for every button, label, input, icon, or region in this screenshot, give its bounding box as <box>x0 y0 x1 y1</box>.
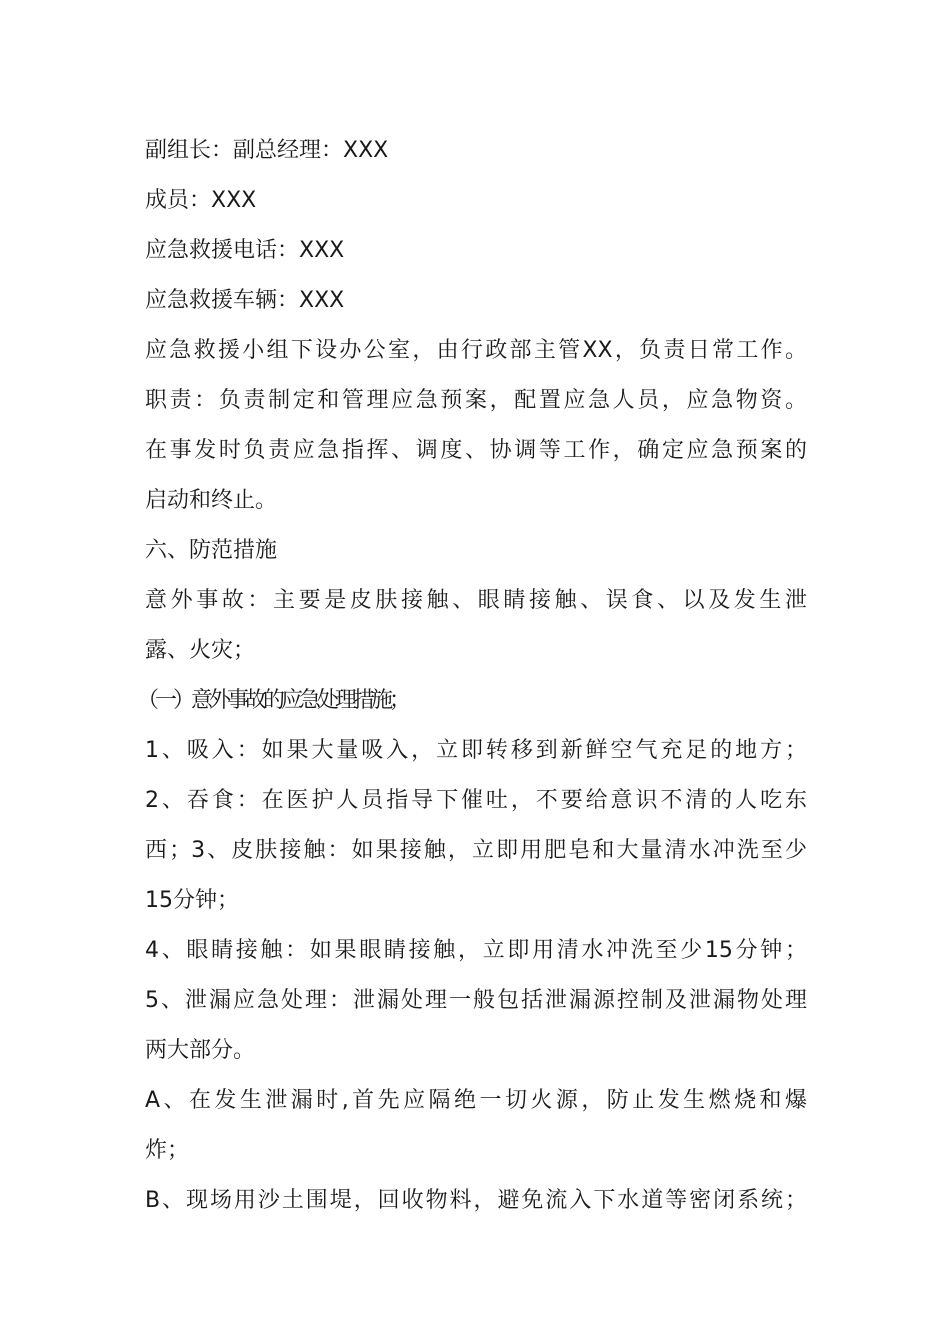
text-line-accidents: 意外事故：主要是皮肤接触、眼睛接触、误食、以及发生泄 <box>145 588 807 613</box>
list-item-skin-contact: 西；3、皮肤接触：如果接触，立即用肥皂和大量清水冲洗至少 <box>145 838 807 863</box>
text-line-accidents-end: 露、火灾； <box>145 638 256 663</box>
list-item-inhalation: 1、吸入：如果大量吸入，立即转移到新鲜空气充足的地方； <box>145 738 807 763</box>
text-line-rescue-phone: 应急救援电话：XXX <box>145 238 345 263</box>
list-item-leak-b: B、现场用沙土围堤，回收物料，避免流入下水道等密闭系统； <box>145 1188 807 1213</box>
list-item-leak-handling-end: 两大部分。 <box>145 1038 256 1063</box>
document-body <box>137 126 807 1226</box>
text-line-duties-cont: 在事发时负责应急指挥、调度、协调等工作，确定应急预案的 <box>145 438 807 463</box>
text-line-members: 成员：XXX <box>145 188 257 213</box>
section-heading-prevention: 六、防范措施 <box>145 538 278 563</box>
list-item-skin-contact-end: 15分钟； <box>145 888 239 913</box>
list-item-ingestion: 2、吞食：在医护人员指导下催吐，不要给意识不清的人吃东 <box>145 788 807 813</box>
text-line-duties-end: 启动和终止。 <box>145 488 278 513</box>
text-line-office: 应急救援小组下设办公室，由行政部主管XX，负责日常工作。 <box>145 338 807 363</box>
list-item-leak-a: A、在发生泄漏时,首先应隔绝一切火源，防止发生燃烧和爆 <box>145 1088 807 1113</box>
list-item-leak-handling: 5、泄漏应急处理：泄漏处理一般包括泄漏源控制及泄漏物处理 <box>145 988 807 1013</box>
text-line-deputy-leader: 副组长：副总经理：XXX <box>145 138 389 163</box>
text-line-duties: 职责：负责制定和管理应急预案，配置应急人员，应急物资。 <box>145 388 807 413</box>
list-item-eye-contact: 4、眼睛接触：如果眼睛接触，立即用清水冲洗至少15分钟； <box>145 938 807 963</box>
subsection-heading-emergency: （一）意外事故的应急处理措施； <box>137 688 408 713</box>
list-item-leak-a-end: 炸； <box>145 1138 190 1163</box>
text-line-rescue-vehicle: 应急救援车辆：XXX <box>145 288 345 313</box>
